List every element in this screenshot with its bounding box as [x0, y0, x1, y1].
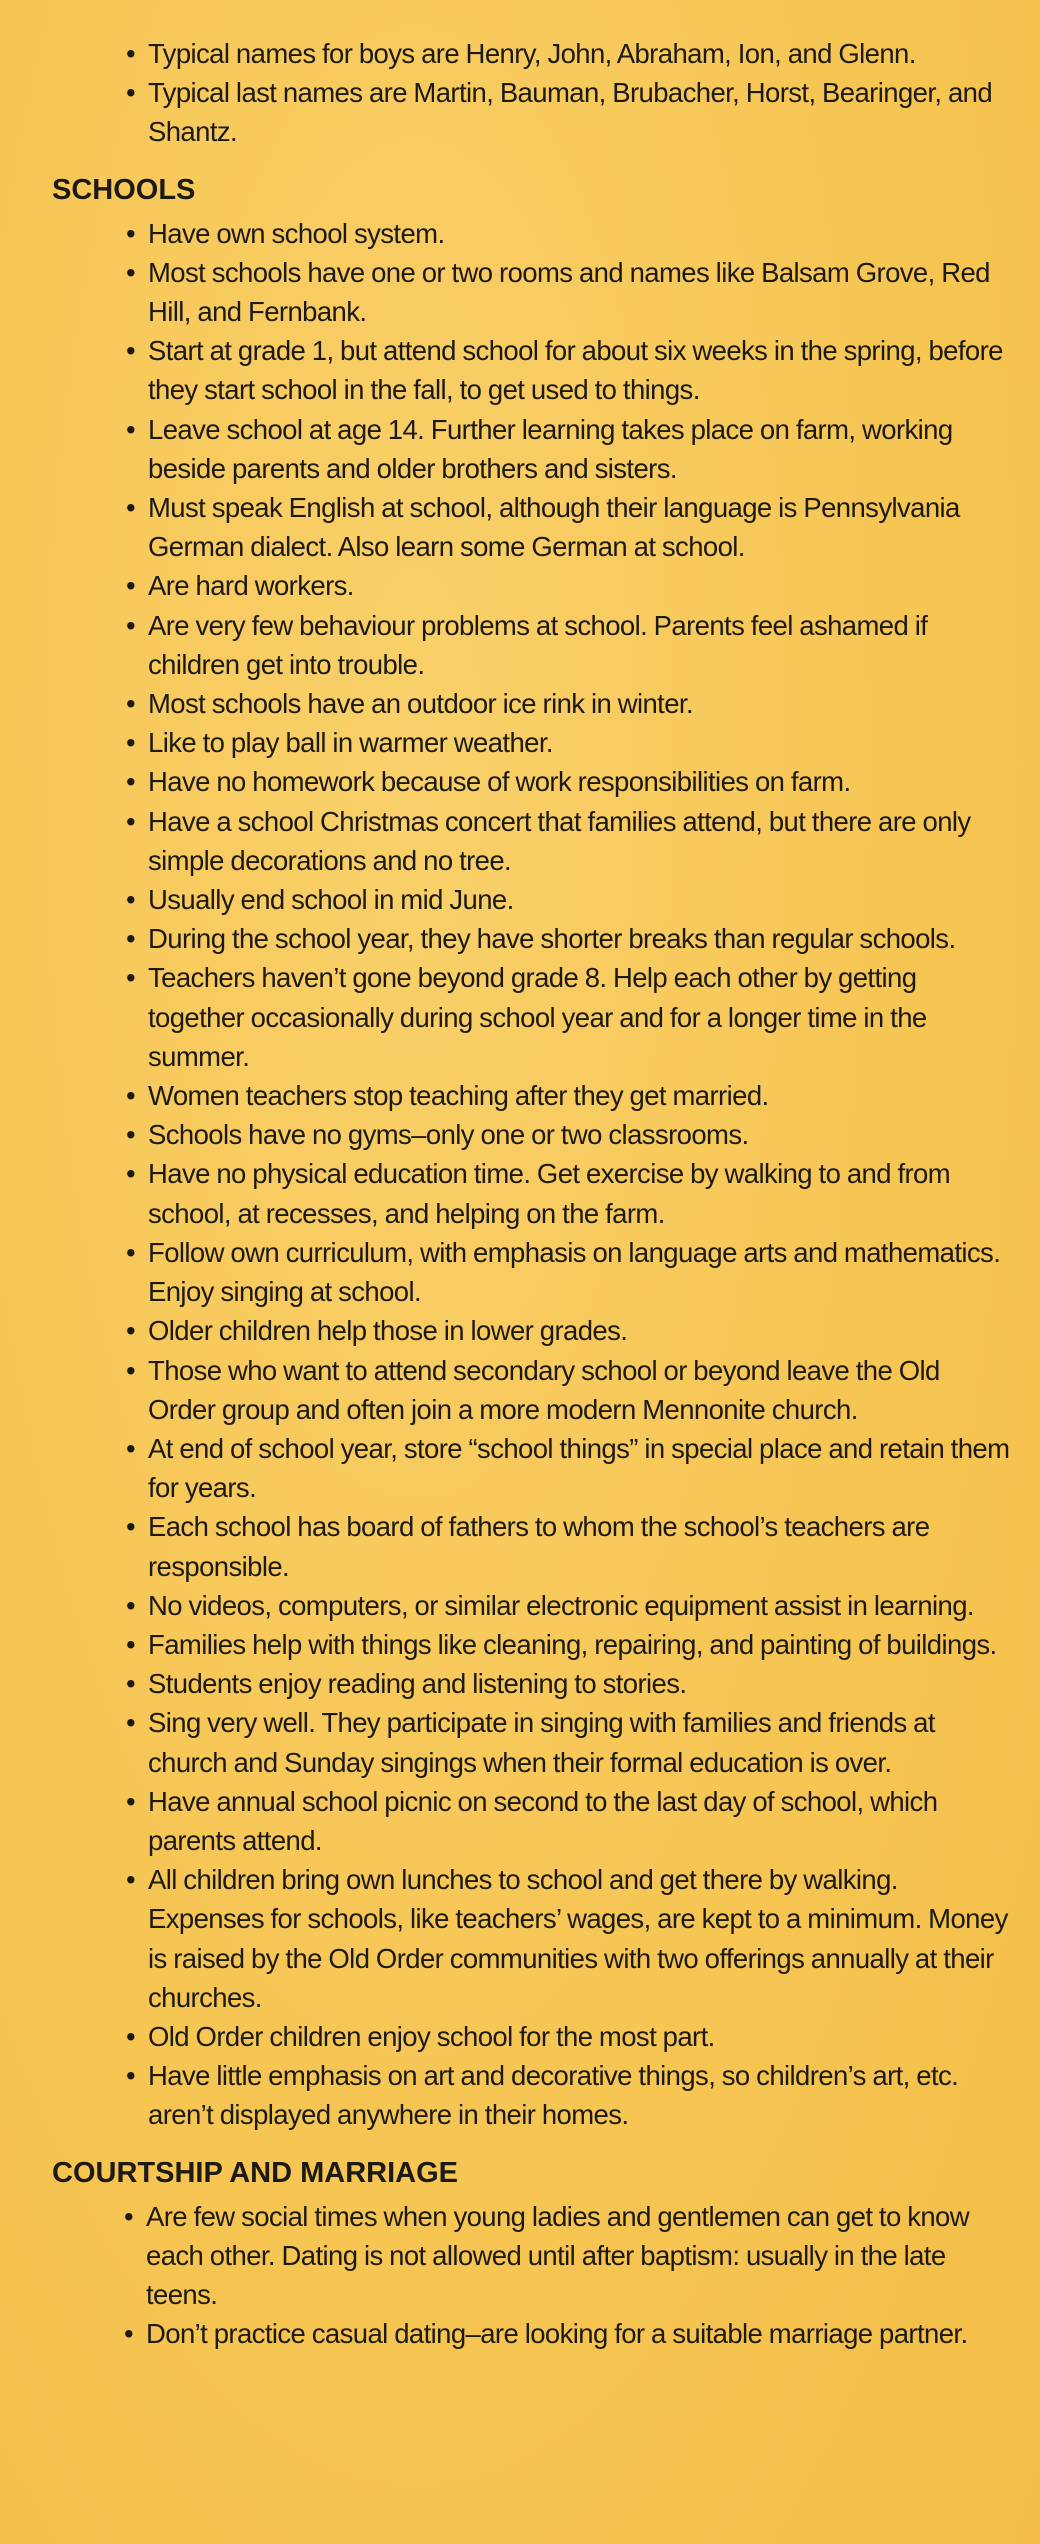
list-item: • Those who want to attend secondary school or beyond leave the Old Order group and often join a more modern Mennonite church. — [148, 1351, 1010, 1429]
list-item: • Teachers haven’t gone beyond grade 8. Help each other by getting together occasionally during school year and for a longer time in the summer. — [148, 958, 1010, 1076]
list-item: • Leave school at age 14. Further learning takes place on farm, working beside parents and older brothers and sisters. — [148, 410, 1010, 488]
list-item: • Follow own curriculum, with emphasis on language arts and mathematics. Enjoy singing at school. — [148, 1233, 1010, 1311]
list-item: • Have no homework because of work responsibilities on farm. — [148, 762, 1010, 801]
list-item: • Are very few behaviour problems at school. Parents feel ashamed if children get into trouble. — [148, 606, 1010, 684]
list-item: • Are hard workers. — [148, 566, 1010, 605]
list-item: • Students enjoy reading and listening to stories. — [148, 1664, 1010, 1703]
list-item: • Have own school system. — [148, 214, 1010, 253]
list-item: • Like to play ball in warmer weather. — [148, 723, 1010, 762]
list-item: • Have a school Christmas concert that families attend, but there are only simple decorations and no tree. — [148, 802, 1010, 880]
list-item: • Must speak English at school, although their language is Pennsylvania German dialect. Also learn some German at school. — [148, 488, 1010, 566]
section-heading: COURTSHIP AND MARRIAGE — [52, 2156, 459, 2189]
list-item: • Usually end school in mid June. — [148, 880, 1010, 919]
names-section — [52, 34, 1010, 152]
list-item: • Schools have no gyms–only one or two classrooms. — [148, 1115, 1010, 1154]
list-item: • Typical last names are Martin, Bauman, Brubacher, Horst, Bearinger, and Shantz. — [148, 73, 1010, 151]
list-item: • Each school has board of fathers to whom the school’s teachers are responsible. — [148, 1507, 1010, 1585]
courtship-list — [52, 2197, 1010, 2354]
list-item: • No videos, computers, or similar electronic equipment assist in learning. — [148, 1586, 1010, 1625]
list-item: • Typical names for boys are Henry, John, Abraham, Ion, and Glenn. — [148, 34, 1010, 73]
list-item: • Families help with things like cleaning, repairing, and painting of buildings. — [148, 1625, 1010, 1664]
list-item: • Don’t practice casual dating–are looking for a suitable marriage partner. — [146, 2314, 1010, 2353]
list-item: • Women teachers stop teaching after they get married. — [148, 1076, 1010, 1115]
list-item: • Sing very well. They participate in singing with families and friends at church and Sunday singings when their formal education is over. — [148, 1703, 1010, 1781]
list-item: • At end of school year, store “school things” in special place and retain them for years. — [148, 1429, 1010, 1507]
schools-section — [52, 170, 1010, 2135]
courtship-section — [52, 2153, 1010, 2354]
list-item: • Most schools have one or two rooms and names like Balsam Grove, Red Hill, and Fernbank. — [148, 253, 1010, 331]
list-item: • Have no physical education time. Get exercise by walking to and from school, at recesses, and helping on the farm. — [148, 1154, 1010, 1232]
list-item: • Start at grade 1, but attend school for about six weeks in the spring, before they start school in the fall, to get used to things. — [148, 331, 1010, 409]
list-item: • Most schools have an outdoor ice rink in winter. — [148, 684, 1010, 723]
section-heading: SCHOOLS — [52, 173, 196, 206]
list-item: • All children bring own lunches to school and get there by walking. Expenses for schools, like teachers’ wages, are kept to a minimum. Money is raised by the Old Order communities with two offerings annually at their churches. — [148, 1860, 1010, 2017]
list-item: • Old Order children enjoy school for the most part. — [148, 2017, 1010, 2056]
list-item: • Are few social times when young ladies and gentlemen can get to know each other. Dating is not allowed until after baptism: usually in the late teens. — [146, 2197, 1010, 2315]
list-item: • Have annual school picnic on second to the last day of school, which parents attend. — [148, 1782, 1010, 1860]
list-item: • Older children help those in lower grades. — [148, 1311, 1010, 1350]
schools-list — [52, 214, 1010, 2135]
names-list — [52, 34, 1010, 152]
list-item: • During the school year, they have shorter breaks than regular schools. — [148, 919, 1010, 958]
list-item: • Have little emphasis on art and decorative things, so children’s art, etc. aren’t displayed anywhere in their homes. — [148, 2056, 1010, 2134]
